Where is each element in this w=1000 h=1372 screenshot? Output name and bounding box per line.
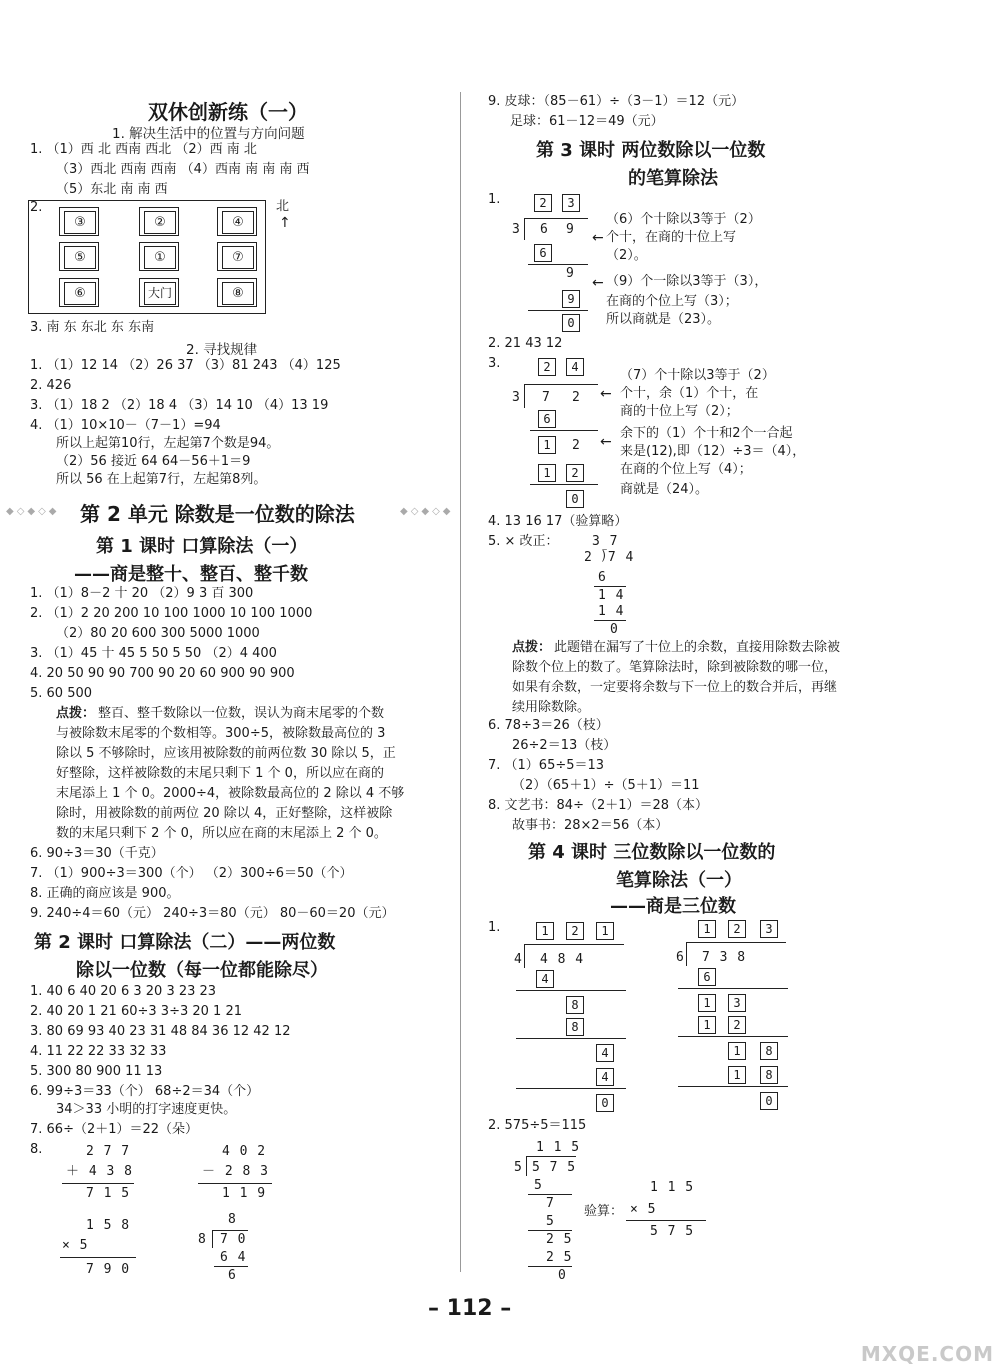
division-rule [594,586,626,587]
arrow-right-icon: ← [592,230,604,246]
map-cell: ② [139,207,179,236]
answer-line: 2. [30,200,43,215]
answer-line: 4. 20 50 90 90 700 90 20 60 900 90 900 [30,666,295,681]
calc-rule [62,1183,134,1184]
division-rule [528,264,588,265]
subsection-title: 2. 寻找规律 [186,342,258,358]
check-operand: 1 1 5 [650,1180,695,1195]
step-box: 4 [536,970,554,988]
calc-operand: 4 0 2 [222,1144,267,1159]
map-cell: ① [139,242,179,271]
division-rule [528,1230,572,1231]
division-rule [678,988,788,989]
answer-line: （5）东北 南 南 西 [56,182,168,197]
quotient-box: 1 [596,922,614,940]
tip-line: 整百、整千数除以一位数，误认为商末尾零的个数 [98,706,385,721]
step-box: 3 [728,994,746,1012]
answer-line: 1. （1）8－2 十 20 （2）9 3 百 300 [30,586,254,601]
tip-label: 点拨： [512,640,552,655]
answer-line: 2. 575÷5＝115 [488,1118,587,1133]
tip-line: 如果有余数，一定要将余数与下一位上的数合并后，再继 [512,680,838,695]
answer-line: 5. 300 80 900 11 13 [30,1064,163,1079]
division-bar [212,1230,248,1231]
map-cell: ⑥ [59,278,99,307]
answer-line: 3. （1）45 十 45 5 50 5 50 （2）4 400 [30,646,277,661]
check-operand: × 5 [630,1202,657,1217]
division-step: 2 [572,438,581,453]
step-box: 1 [698,1016,716,1034]
division-dividend: 2 ⟌7 4 [584,550,635,565]
explain-line: （2）。 [606,248,647,263]
section-title: 双休创新练（一） [148,100,308,124]
quotient-box: 1 [698,920,716,938]
map-cell: ④ [217,207,257,236]
check-rule [626,1220,706,1221]
answer-line: 3. [488,356,501,371]
calc-operand: 2 7 7 [86,1144,131,1159]
explain-line: 商的十位上写（2）； [620,404,739,419]
step-box: 2 [566,464,584,482]
answer-line: 2. 40 20 1 21 60÷3 3÷3 20 1 21 [30,1004,242,1019]
step-box: 1 [728,1042,746,1060]
check-label: 验算： [584,1204,624,1219]
answer-line: 8. [30,1142,43,1157]
map-cell: ⑦ [217,242,257,271]
division-step: 1 4 [598,604,625,619]
explain-line: 个十，余（1）个十，在 [620,386,759,401]
calc-rule [60,1257,136,1258]
step-box: 1 [538,464,556,482]
answer-line: 4. （1）10×10－（7－1）=94 [30,418,221,433]
division-bar [686,942,687,966]
step-box: 1 [538,436,556,454]
explain-line: 所以商就是（23）。 [606,312,721,327]
lesson-subtitle: 除以一位数（每一位都能除尽） [76,960,328,981]
division-quotient: 8 [228,1212,237,1227]
step-box: 9 [562,290,580,308]
division-rule [516,990,626,991]
step-box: 8 [760,1042,778,1060]
answer-line: 6. 90÷3＝30（千克） [30,846,164,861]
division-remainder: 0 [558,1268,567,1283]
answer-line: 34＞33 小明的打字速度更快。 [56,1102,237,1117]
division-quotient: 1 1 5 [536,1140,581,1155]
tip-label: 点拨： [56,706,96,721]
lesson-title: 第 1 课时 口算除法（一） [96,536,308,557]
division-rule [678,1086,788,1087]
explain-line: 在商的个位上写（4）； [620,462,752,477]
quotient-box: 4 [566,358,584,376]
quotient-box: 2 [538,358,556,376]
tip-line: 续用除数除。 [512,700,591,715]
arrow-right-icon: ← [592,275,604,291]
answer-line: 1. （1）西 北 西南 西北 （2）西 南 北 [30,142,257,157]
division-bar [526,1156,576,1157]
step-box: 0 [760,1092,778,1110]
division-dividend: 9 [566,222,575,237]
decorative-dots: ◆◇◆◇◆ [6,506,60,517]
answer-line: 1. （1）12 14 （2）26 37 （3）81 243 （4）125 [30,358,341,373]
division-divisor: 5 [514,1160,523,1175]
division-bar [524,218,588,219]
step-box: 0 [596,1094,614,1112]
answer-line: 3. 南 东 东北 东 东南 [30,320,155,335]
answer-line: 3. 80 69 93 40 23 31 48 84 36 12 42 12 [30,1024,291,1039]
quotient-box: 3 [760,920,778,938]
answer-line: 所以 56 在上起第7行，左起第8列。 [56,472,267,487]
lesson-subtitle: ——商是整十、整百、整千数 [74,564,308,585]
step-box: 8 [760,1066,778,1084]
tip-line: 好整除，这样被除数的末尾只剩下 1 个 0，所以应在商的 [56,766,384,781]
answer-line: （2）80 20 600 300 5000 1000 [56,626,260,641]
arrow-right-icon: ← [600,434,612,450]
step-box: 6 [534,244,552,262]
lesson-title: 第 3 课时 两位数除以一位数 [536,140,766,161]
answer-line: 26÷2＝13（枝） [512,738,617,753]
step-box: 6 [698,968,716,986]
division-rule [678,1036,788,1037]
answer-line: 8. 文艺书：84÷（2＋1）＝28（本） [488,798,709,813]
calc-rule [198,1183,272,1184]
division-remainder: 0 [610,622,619,637]
division-divisor: 3 [512,390,521,405]
answer-line: 2. 426 [30,378,72,393]
calc-result: 7 1 5 [86,1186,131,1201]
division-dividend: 7 3 8 [702,950,747,965]
answer-line: 足球：61－12＝49（元） [510,114,664,129]
explain-line: （9）个一除以3等于（3）， [606,274,768,289]
division-rule [528,1266,572,1267]
answer-line: 1. [488,920,501,935]
division-bar [526,1156,527,1176]
lesson-subtitle: 的笔算除法 [628,168,718,189]
division-rule [594,620,626,621]
quotient-box: 2 [566,922,584,940]
division-step: 2 5 [546,1232,573,1247]
step-box: 0 [566,490,584,508]
step-box: 1 [728,1066,746,1084]
division-rule [516,1038,626,1039]
quotient-box: 3 [562,194,580,212]
explain-line: 个十，在商的十位上写 [606,230,737,245]
division-step: 7 [546,1196,555,1211]
step-box: 8 [566,1018,584,1036]
page-number: – 112 – [428,1296,512,1321]
tip-line: 此题错在漏写了十位上的余数，直接用除数去除被 [554,640,841,655]
quotient-box: 2 [534,194,552,212]
answer-line: （2）（65＋1）÷（5＋1）＝11 [512,778,700,793]
answer-line: 3. （1）18 2 （2）18 4 （3）14 10 （4）13 19 [30,398,329,413]
answer-line: 2. 21 43 12 [488,336,563,351]
calc-result: 1 1 9 [222,1186,267,1201]
division-dividend: 5 7 5 [532,1160,577,1175]
division-remainder: 6 [228,1268,237,1283]
division-step: 2 5 [546,1250,573,1265]
position-map [28,200,266,314]
division-divisor: 6 [676,950,685,965]
division-bar [524,944,525,968]
lesson-subtitle: ——商是三位数 [610,896,736,917]
answer-line: 6. 99÷3＝33（个） 68÷2＝34（个） [30,1084,260,1099]
division-step: 5 [534,1178,543,1193]
map-cell: 大门 [139,278,179,307]
lesson-title: 第 4 课时 三位数除以一位数的 [528,842,776,863]
quotient-box: 2 [728,920,746,938]
explain-line: （6）个十除以3等于（2） [606,212,761,227]
calc-operand: 1 5 8 [86,1218,131,1233]
lesson-title: 第 2 课时 口算除法（二）——两位数 [34,932,336,953]
answer-line: 4. 13 16 17（验算略） [488,514,628,529]
answer-line: 7. （1）900÷3＝300（个） （2）300÷6＝50（个） [30,866,353,881]
division-bar [686,942,786,943]
answer-line: 5. 60 500 [30,686,93,701]
division-dividend: 7 0 [220,1232,247,1247]
calc-operand: － 2 8 3 [202,1164,269,1179]
division-bar [524,944,624,945]
division-bar [524,384,525,408]
unit-title: 第 2 单元 除数是一位数的除法 [80,502,355,526]
division-dividend: 7 [542,390,551,405]
step-box: 1 [698,994,716,1012]
tip-line: 末尾添上 1 个 0。2000÷4，被除数最高位的 2 除以 4 不够 [56,786,405,801]
explain-line: 余下的（1）个十和2个一合起 [620,426,793,441]
division-rule [528,310,588,311]
answer-line: 4. 11 22 22 33 32 33 [30,1044,167,1059]
check-result: 5 7 5 [650,1224,695,1239]
map-cell: ⑤ [59,242,99,271]
division-quotient: 3 7 [592,534,619,549]
answer-line: 2. （1）2 20 200 10 100 1000 10 100 1000 [30,606,313,621]
answer-line: 5. × 改正： [488,534,559,549]
calc-result: 7 9 0 [86,1262,131,1277]
tip-line: 除时，用被除数的前两位 20 除以 4，正好整除，这样被除 [56,806,393,821]
division-bar [524,384,598,385]
explain-line: （7）个十除以3等于（2） [620,368,775,383]
lesson-subtitle: 笔算除法（一） [616,870,742,891]
step-box: 4 [596,1044,614,1062]
answer-line: 1. 40 6 40 20 6 3 20 3 23 23 [30,984,217,999]
division-rule [530,430,598,431]
division-bar [524,218,525,240]
tip-line: 数的末尾只剩下 2 个 0，所以应在商的末尾添上 2 个 0。 [56,826,387,841]
division-rule [528,1194,572,1195]
step-box: 0 [562,314,580,332]
column-divider [460,92,461,1272]
tip-line: 除以 5 不够除时，应该用被除数的前两位数 30 除以 5，正 [56,746,396,761]
map-cell: ③ [59,207,99,236]
division-dividend: 6 [540,222,549,237]
answer-line: 故事书：28×2＝56（本） [512,818,669,833]
answer-line: 9. 240÷4＝60（元） 240÷3＝80（元） 80－60＝20（元） [30,906,395,921]
division-bar [212,1230,213,1248]
step-box: 4 [596,1068,614,1086]
answer-line: （3）西北 西南 西南 （4）西南 南 南 南 西 [56,162,310,177]
answer-line: （2）56 接近 64 64－56＋1＝9 [56,454,251,469]
division-divisor: 4 [514,952,523,967]
step-box: 2 [728,1016,746,1034]
north-label: 北 [276,199,290,214]
map-cell: ⑧ [217,278,257,307]
quotient-box: 1 [536,922,554,940]
tip-line: 与被除数末尾零的个数相等。300÷5，被除数最高位的 3 [56,726,386,741]
explain-line: 商就是（24）。 [620,482,709,497]
division-rule [530,484,598,485]
division-divisor: 3 [512,222,521,237]
answer-line: 所以上起第10行，左起第7个数是94。 [56,436,280,451]
subsection-title: 1. 解决生活中的位置与方向问题 [112,126,305,142]
calc-operand: ＋ 4 3 8 [66,1164,133,1179]
step-box: 6 [538,410,556,428]
answer-line: 7. （1）65÷5＝13 [488,758,605,773]
division-rule [214,1266,248,1267]
step-box: 8 [566,996,584,1014]
division-divisor: 8 [198,1232,207,1247]
arrow-right-icon: ← [600,386,612,402]
calc-operand: × 5 [62,1238,89,1253]
division-step: 6 4 [220,1250,247,1265]
division-rule [516,1088,626,1089]
decorative-dots: ◆◇◆◇◆ [400,506,454,517]
answer-line: 7. 66÷（2＋1）＝22（朵） [30,1122,199,1137]
division-step: 9 [566,266,575,281]
tip-line: 除数个位上的数了。笔算除法时，除到被除数的哪一位， [512,660,838,675]
division-dividend: 4 8 4 [540,952,585,967]
explain-line: 在商的个位上写（3）； [606,294,738,309]
explain-line: 来是(12),即（12）÷3＝（4）， [620,444,806,459]
north-arrow-icon: ↑ [279,215,291,231]
answer-line: 8. 正确的商应该是 900。 [30,886,180,901]
division-step: 6 [598,570,607,585]
watermark: MXQE.COM [860,1342,994,1366]
division-step: 1 4 [598,588,625,603]
division-step: 5 [546,1214,555,1229]
answer-line: 6. 78÷3＝26（枝） [488,718,609,733]
division-dividend: 2 [572,390,581,405]
answer-line: 1. [488,192,501,207]
answer-line: 9. 皮球：（85－61）÷（3－1）＝12（元） [488,94,745,109]
